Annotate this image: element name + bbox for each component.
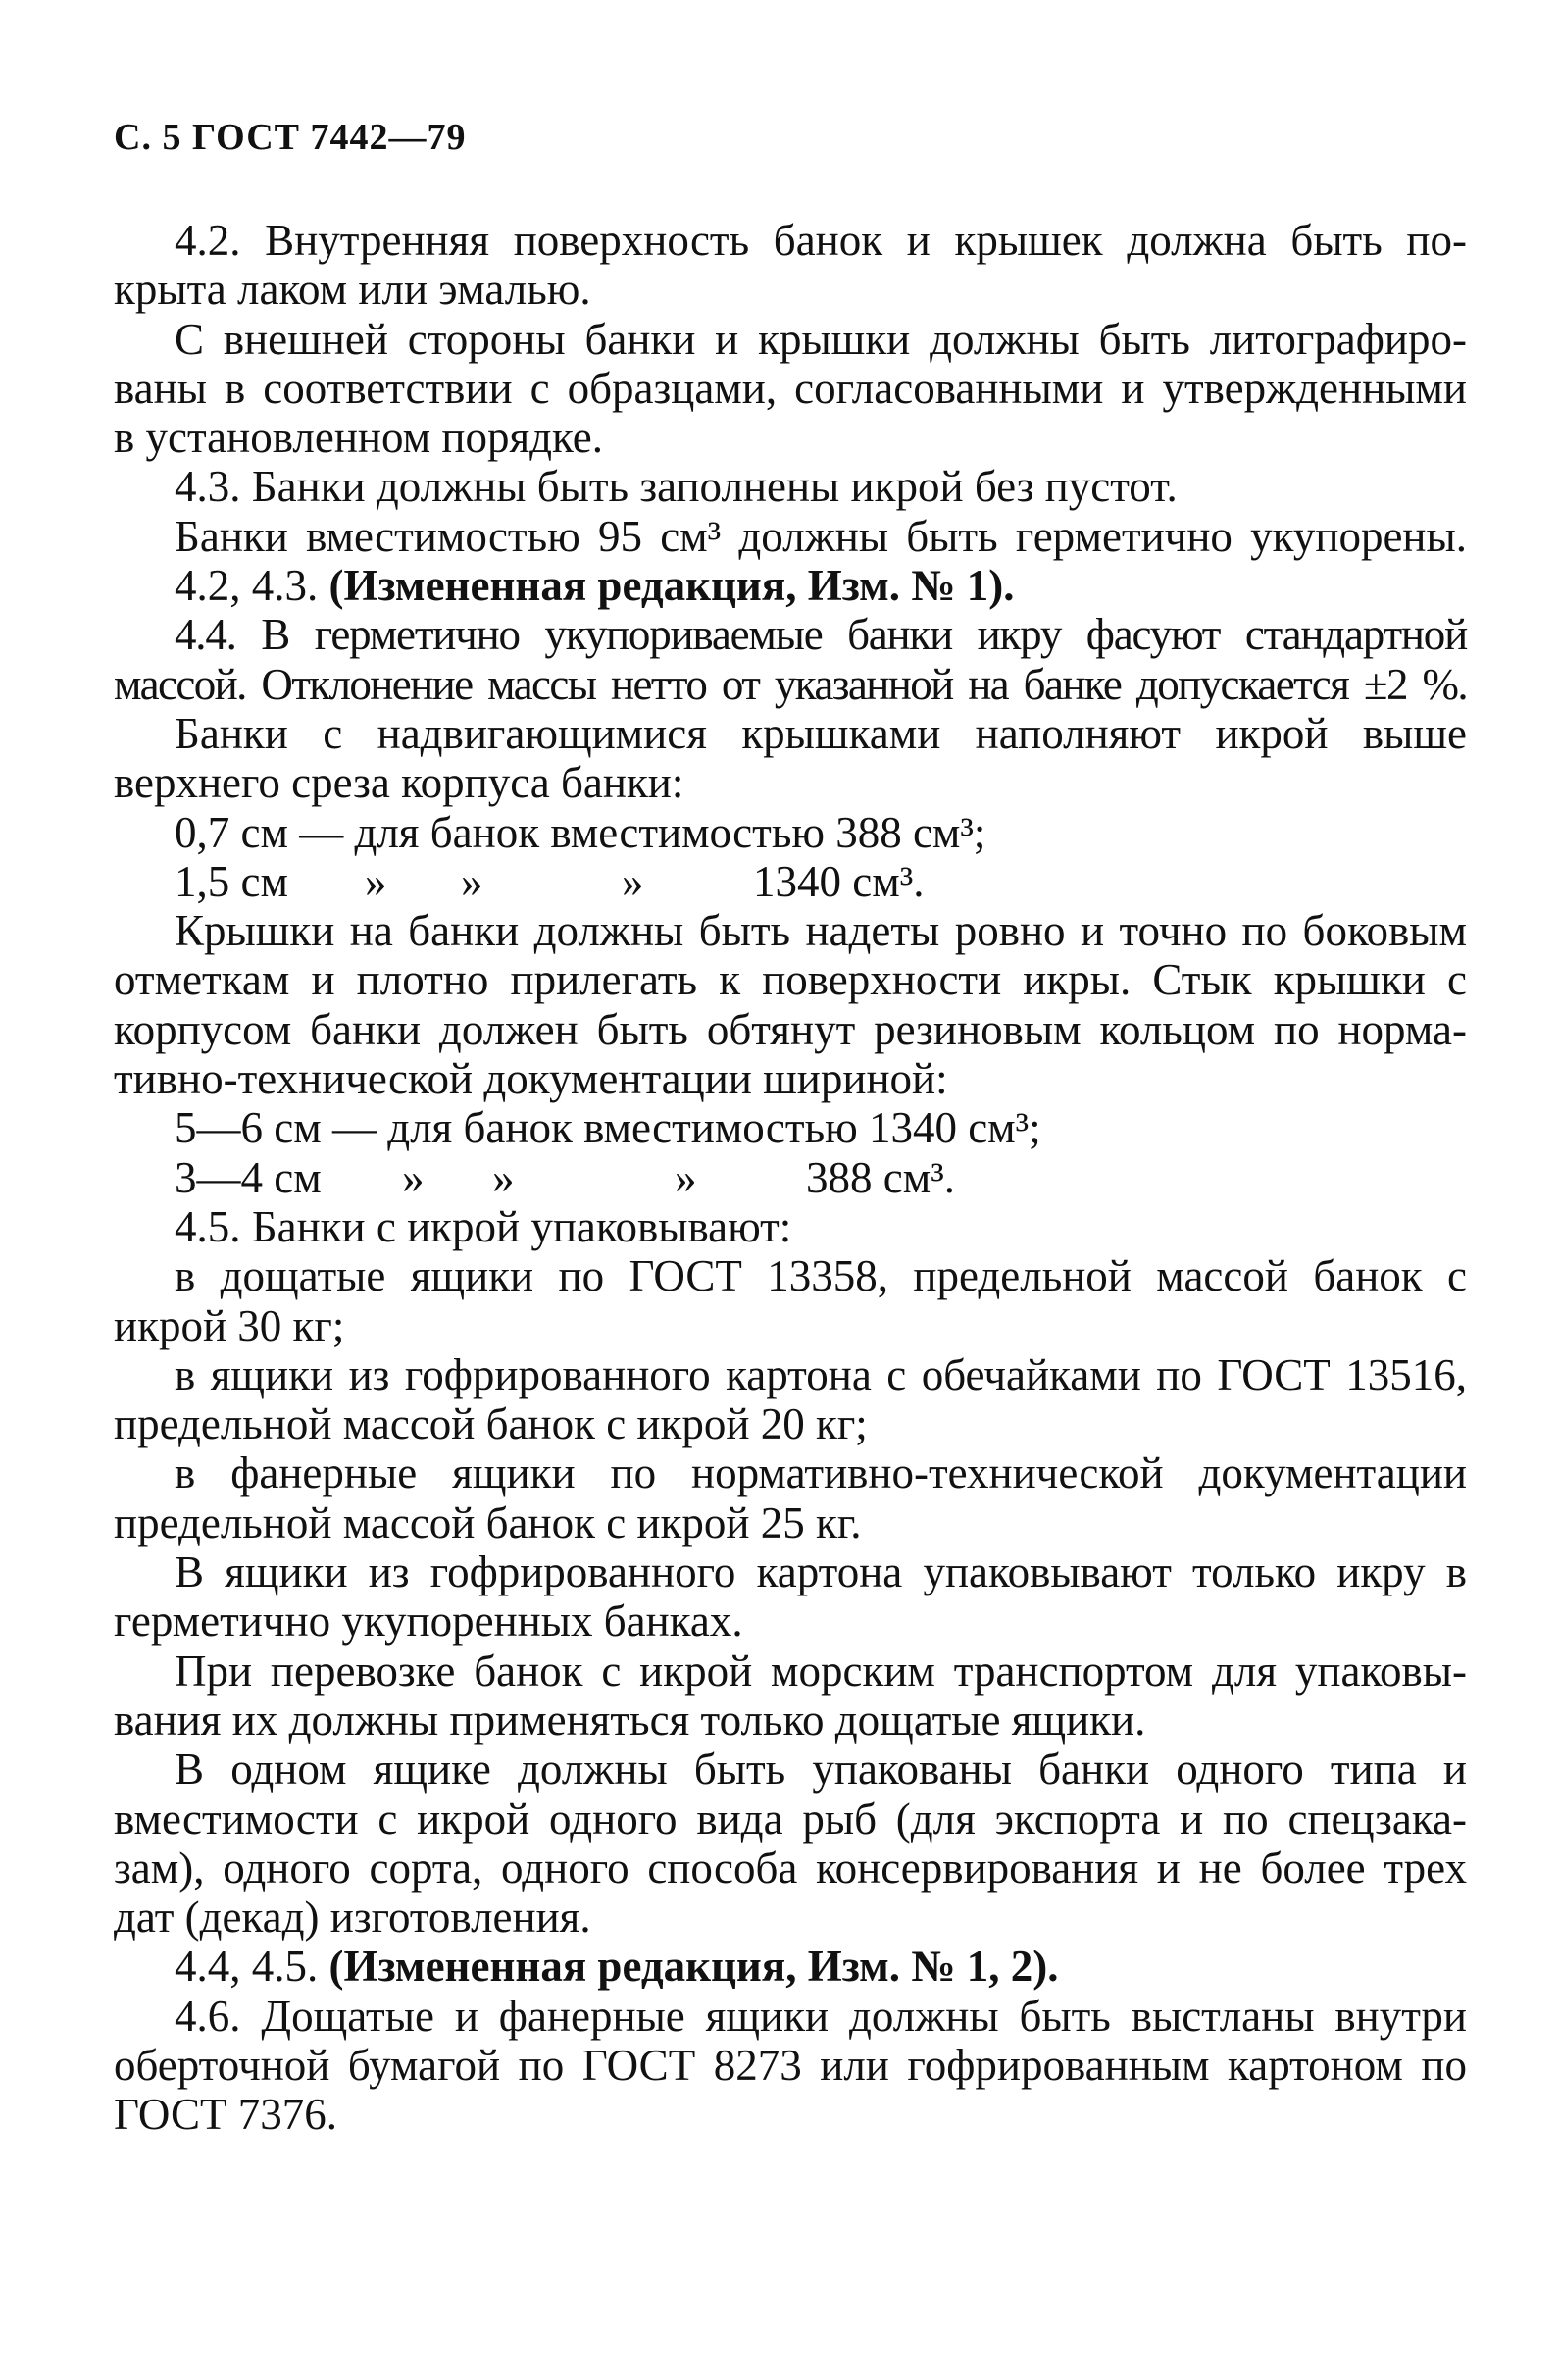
ditto-mark: » xyxy=(492,1152,515,1202)
size-value: 1,5 см xyxy=(175,856,288,906)
capacity-value: 388 см³. xyxy=(806,1152,955,1202)
amendment-note xyxy=(114,561,1467,610)
page-header: С. 5 ГОСТ 7442—79 xyxy=(114,117,467,158)
ditto-mark: » xyxy=(365,856,387,906)
text-line: Крышки на банки должны быть надеты ровно и точно по боковым xyxy=(175,906,1467,956)
ditto-mark: » xyxy=(461,856,483,906)
ditto-mark: » xyxy=(675,1152,697,1202)
text-line: в установленном порядке. xyxy=(114,413,603,463)
text-line: зам), одного сорта, одного способа консервирования и не более трех xyxy=(114,1843,1467,1893)
text-line: ваны в соответствии с образцами, согласованными и утвержденными xyxy=(114,363,1467,413)
text-line: ГОСТ 7376. xyxy=(114,2090,337,2140)
text-line: 5—6 см — для банок вместимостью 1340 см³; xyxy=(175,1103,1041,1153)
capacity-value: 1340 см³. xyxy=(753,856,925,906)
text-line: верхнего среза корпуса банки: xyxy=(114,758,684,808)
text-line: в дощатые ящики по ГОСТ 13358, предельной массой банок с xyxy=(175,1251,1467,1301)
text-line: массой. Отклонение массы нетто от указанной на банке допускается ±2 %. xyxy=(114,659,1467,709)
text-line: в ящики из гофрированного картона с обечайками по ГОСТ 13516, xyxy=(175,1349,1467,1399)
text-line: вместимости с икрой одного вида рыб (для экспорта и по спецзака- xyxy=(114,1794,1467,1844)
ditto-mark: » xyxy=(622,856,644,906)
text-line: В одном ящике должны быть упакованы банки одного типа и xyxy=(175,1745,1467,1795)
text-line: 4.2. Внутренняя поверхность банок и крышек должна быть по- xyxy=(175,216,1467,265)
table-row-ditto xyxy=(114,1153,1467,1202)
text-line: Банки с надвигающимися крышками наполняют икрой выше xyxy=(175,708,1467,758)
amendment-note xyxy=(114,1942,1467,1991)
text-line: С внешней стороны банки и крышки должны быть литографиро- xyxy=(175,314,1467,364)
text-line: крыта лаком или эмалью. xyxy=(114,265,591,315)
text-line: 0,7 см — для банок вместимостью 388 см³; xyxy=(175,807,986,857)
text-line: вания их должны применяться только дощатые ящики. xyxy=(114,1695,1146,1745)
text-line: отметкам и плотно прилегать к поверхности икры. Стык крышки с xyxy=(114,955,1467,1005)
amendment-ref: 4.2, 4.3. xyxy=(175,561,319,611)
text-line: 4.3. Банки должны быть заполнены икрой без пустот. xyxy=(175,462,1178,512)
text-line: Банки вместимостью 95 см³ должны быть герметично укупорены. xyxy=(175,511,1467,561)
document-body xyxy=(114,216,1467,2140)
amendment-text: (Измененная редакция, Изм. № 1, 2). xyxy=(328,1942,1059,1992)
text-line: икрой 30 кг; xyxy=(114,1300,345,1350)
text-line: При перевозке банок с икрой морским транспортом для упаковы- xyxy=(175,1646,1467,1696)
text-line: 4.5. Банки с икрой упаковывают: xyxy=(175,1201,792,1251)
table-row-ditto xyxy=(114,857,1467,906)
text-line: В ящики из гофрированного картона упаковывают только икру в xyxy=(175,1547,1467,1597)
text-line: 4.6. Дощатые и фанерные ящики должны быть выстланы внутри xyxy=(175,1991,1467,2041)
text-line: корпусом банки должен быть обтянут резиновым кольцом по норма- xyxy=(114,1004,1467,1054)
amendment-text: (Измененная редакция, Изм. № 1). xyxy=(328,561,1015,611)
text-line: оберточной бумагой по ГОСТ 8273 или гофрированным картоном по xyxy=(114,2040,1467,2090)
text-line: герметично укупоренных банках. xyxy=(114,1596,743,1646)
text-line: 4.4. В герметично укупориваемые банки икру фасуют стандартной xyxy=(175,610,1467,660)
text-line: предельной массой банок с икрой 20 кг; xyxy=(114,1399,868,1449)
text-line: дат (декад) изготовления. xyxy=(114,1893,591,1943)
text-line: предельной массой банок с икрой 25 кг. xyxy=(114,1497,862,1547)
size-value: 3—4 см xyxy=(175,1152,322,1202)
text-line: тивно-технической документации шириной: xyxy=(114,1054,948,1104)
text-line: в фанерные ящики по нормативно-технической документации xyxy=(175,1448,1467,1498)
amendment-ref: 4.4, 4.5. xyxy=(175,1942,319,1992)
ditto-mark: » xyxy=(402,1152,425,1202)
